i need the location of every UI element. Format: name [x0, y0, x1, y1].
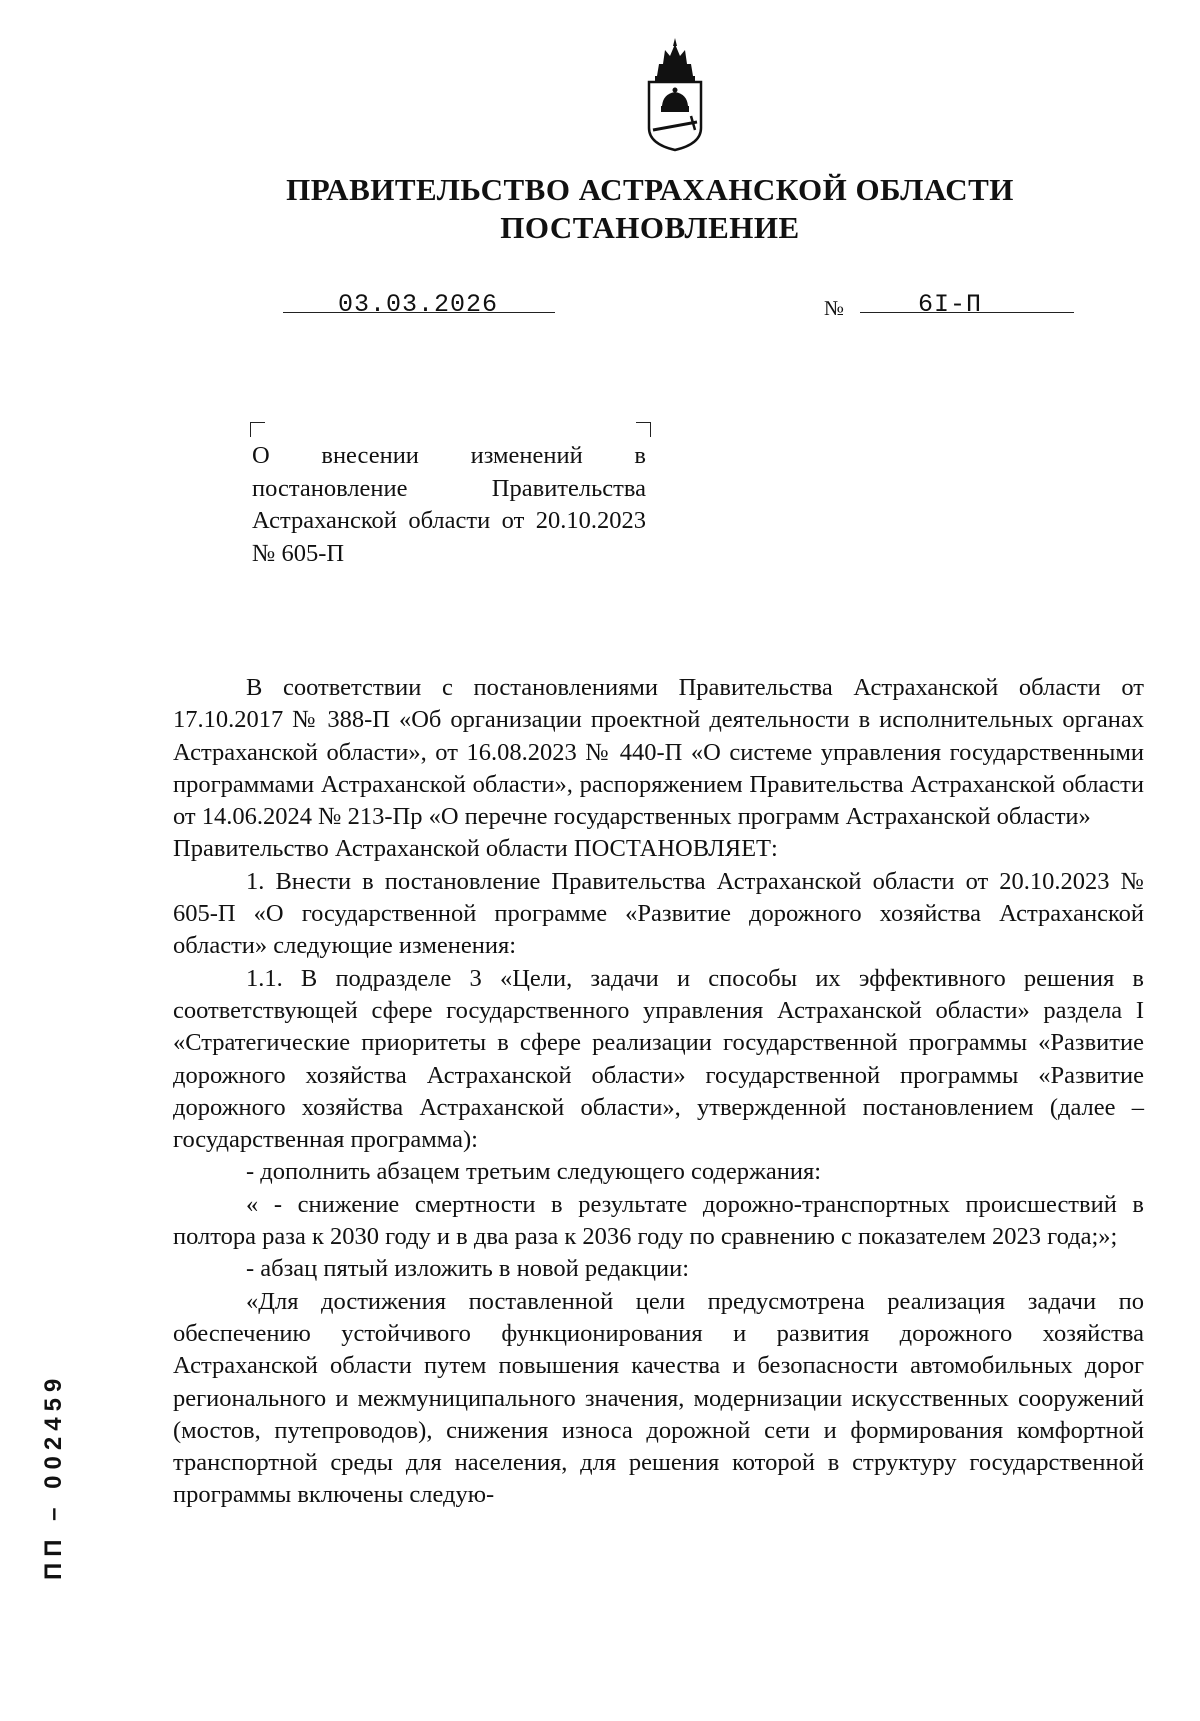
paragraph-resolves: Правительство Астраханской области ПОСТАНОВЛЯЕТ:: [173, 835, 778, 863]
subject-corner-right: [636, 422, 651, 437]
number-label: №: [824, 296, 845, 320]
paragraph-quoted-clause: « - снижение смертности в результате дорожно-транспортных происшествий в полтора раза к 2030 году и в два раза к 2036 году по сравнению с показателем 2023 года;»;: [173, 1190, 1144, 1251]
paragraph-fifth-clause: - абзац пятый изложить в новой редакции:: [246, 1255, 690, 1283]
paragraph-item-1-1: 1.1. В подразделе 3 «Цели, задачи и способы их эффективного решения в соответствующей сфере государственного управления Астраханской области» раздела I «Стратегические приоритеты в сфере реализации государственной программы «Развитие дорожного хозяйства Астраханской области» государственной программы «Развитие дорожного хозяйства Астраханской области», утвержденной постановлением (далее – государственная программа):: [173, 964, 1144, 1154]
paragraph-new-wording: «Для достижения поставленной цели предусмотрена реализация задачи по обеспечению устойчивого функционирования и развития дорожного хозяйства Астраханской области путем повышения качества и безопасности автомобильных дорог регионального и межмуниципального значения, модернизации искусственных сооружений (мостов, путепроводов), снижения износа дорожной сети и формирования комфортной транспортной среды для населения, для решения которой в структуру государственной программы включены следую-: [173, 1287, 1144, 1509]
government-title: ПРАВИТЕЛЬСТВО АСТРАХАНСКОЙ ОБЛАСТИ: [286, 172, 1014, 207]
document-number: 6I-П: [918, 290, 983, 319]
coat-of-arms-icon: [635, 36, 715, 154]
paragraph-item-1: 1. Внести в постановление Правительства Астраханской области от 20.10.2023 № 605-П «О государственной программе «Развитие дорожного хозяйства Астраханской области» следующие изменения:: [173, 867, 1144, 960]
document-date: 03.03.2026: [338, 290, 499, 319]
document-type-title: ПОСТАНОВЛЕНИЕ: [500, 210, 800, 245]
document-body: [173, 672, 1144, 1512]
subject-corner-left: [250, 422, 265, 437]
document-subject: О внесении изменений в постановление Правительства Астраханской области от 20.10.2023 № 605-П: [252, 442, 646, 567]
paragraph-preamble: В соответствии с постановлениями Правительства Астраханской области от 17.10.2017 № 388-П «Об организации проектной деятельности в исполнительных органах Астраханской области», от 16.08.2023 № 440-П «О системе управления государственными программами Астраханской области», распоряжением Правительства Астраханской области от 14.06.2024 № 213-Пр «О перечне государственных программ Астраханской области»: [173, 674, 1144, 831]
paragraph-add-clause: - дополнить абзацем третьим следующего содержания:: [246, 1158, 822, 1186]
serial-stamp: ПП – 002459: [40, 1372, 67, 1580]
